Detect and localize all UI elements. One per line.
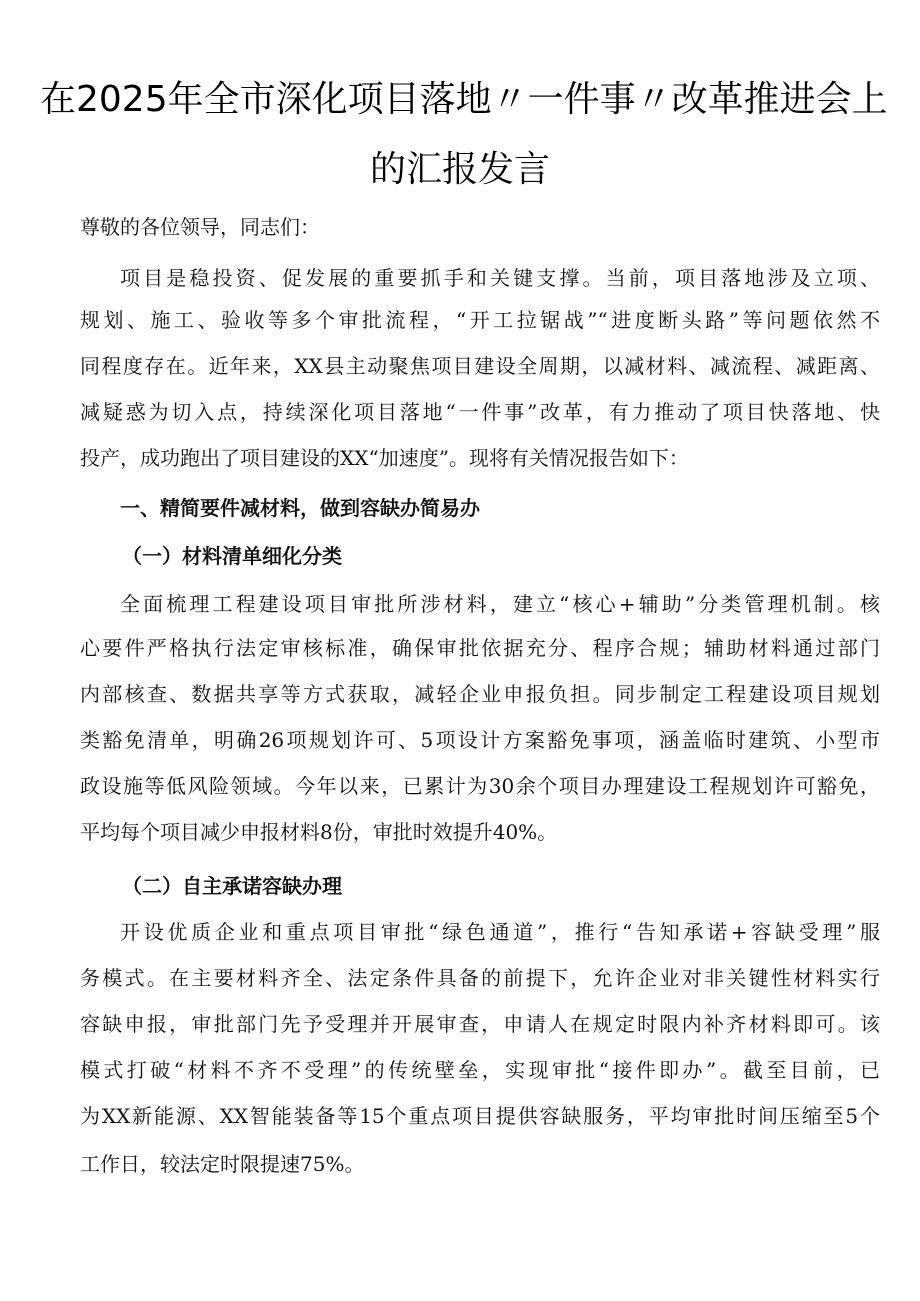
subsection-1-paragraph-line: 内部核查、数据共享等方式获取，减轻企业申报负担。同步制定工程建设项目规划 xyxy=(80,682,880,706)
document-title-line-2: 的汇报发言 xyxy=(369,149,550,190)
subsection-1-paragraph-line: 心要件严格执行法定审核标准，确保审批依据充分、程序合规；辅助材料通过部门 xyxy=(80,636,880,660)
intro-paragraph-line: 同程度存在。近年来，XX县主动聚焦项目建设全周期，以减材料、减流程、减距离、 xyxy=(80,354,880,378)
subsection-1-paragraph-line: 类豁免清单，明确26项规划许可、5项设计方案豁免事项，涵盖临时建筑、小型市 xyxy=(80,728,880,752)
subsection-2-paragraph-line: 务模式。在主要材料齐全、法定条件具备的前提下，允许企业对非关键性材料实行 xyxy=(80,966,880,990)
section-1-heading: 一、精简要件减材料，做到容缺办简易办 xyxy=(120,496,480,520)
intro-paragraph-line: 减疑惑为切入点，持续深化项目落地“一件事”改革，有力推动了项目快落地、快 xyxy=(80,400,880,424)
subsection-2-paragraph-line: 工作日，较法定时限提速75%。 xyxy=(80,1152,365,1176)
intro-paragraph-line: 项目是稳投资、促发展的重要抓手和关键支撑。当前，项目落地涉及立项、 xyxy=(120,266,880,290)
subsection-2-heading: （二）自主承诺容缺办理 xyxy=(122,874,342,898)
subsection-1-paragraph-line: 全面梳理工程建设项目审批所涉材料，建立“核心+辅助”分类管理机制。核 xyxy=(120,592,880,616)
salutation: 尊敬的各位领导，同志们： xyxy=(80,215,320,239)
subsection-2-paragraph-line: 模式打破“材料不齐不受理”的传统壁垒，实现审批“接件即办”。截至目前，已 xyxy=(80,1058,880,1082)
intro-paragraph-line: 规划、施工、验收等多个审批流程，“开工拉锯战”“进度断头路”等问题依然不 xyxy=(80,308,880,332)
subsection-1-heading: （一）材料清单细化分类 xyxy=(122,544,342,568)
subsection-2-paragraph-line: 为XX新能源、XX智能装备等15个重点项目提供容缺服务，平均审批时间压缩至5个 xyxy=(80,1104,880,1128)
subsection-1-paragraph-line: 政设施等低风险领域。今年以来，已累计为30余个项目办理建设工程规划许可豁免， xyxy=(80,774,880,798)
subsection-2-paragraph-line: 容缺申报，审批部门先予受理并开展审查，申请人在规定时限内补齐材料即可。该 xyxy=(80,1012,880,1036)
intro-paragraph-line: 投产，成功跑出了项目建设的XX“加速度”。现将有关情况报告如下： xyxy=(80,446,689,470)
subsection-1-paragraph-line: 平均每个项目减少申报材料8份，审批时效提升40%。 xyxy=(80,820,558,844)
document-title-line-1: 在2025年全市深化项目落地〃一件事〃改革推进会上 xyxy=(40,79,888,120)
subsection-2-paragraph-line: 开设优质企业和重点项目审批“绿色通道”，推行“告知承诺+容缺受理”服 xyxy=(120,920,880,944)
